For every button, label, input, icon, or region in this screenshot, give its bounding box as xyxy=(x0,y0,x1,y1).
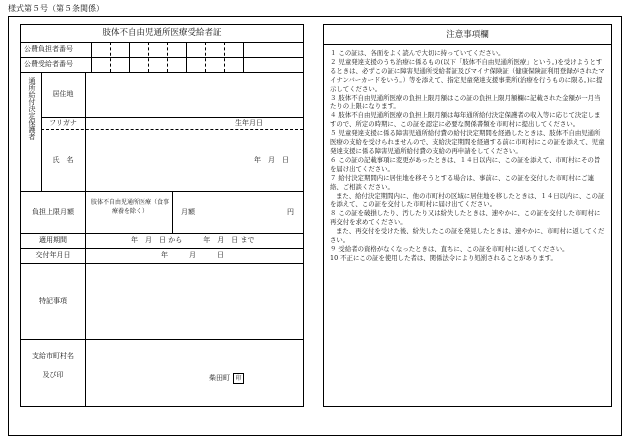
note-item: ２ 児童発達支援のうち治療に係るもの(以下「肢体不自由児通所医療」という。)を受けようとするときは、必ずこの証に障害児通所受給者証及びマイナ保険証（健康保険証利用登録がされたマイナンバーカードをいう。）等を添えて、指定児童発達支援事業所(治療を行うものに限る。)に提示してください。 xyxy=(330,57,605,93)
name-label: 氏 名 xyxy=(52,156,74,164)
guardian-section-label: 通所給付決定保護者 xyxy=(28,77,36,140)
issue-value: 年 月 日 xyxy=(161,251,224,259)
note-item: また、給付決定期間内に、他の市町村の区域に居住地を移したときは、１４日以内に、この証を添えて、この証を交付した市町村に届け出てください。 xyxy=(330,191,605,209)
form-number: 様式第５号（第５条関係） xyxy=(8,4,104,13)
note-item: ８ この証を破損したり、汚したり又は紛失したときは、速やかに、この証を交付した市町村に再交付を求めてください。 xyxy=(330,209,601,227)
certificate-panel xyxy=(20,24,304,407)
municipality-name xyxy=(209,373,244,384)
recipient-number-field[interactable] xyxy=(92,58,242,71)
note-item: ７ 給付決定期間内に居住地を移そうとする場合は、事前に、この証を交付した市町村にご連絡、ご相談ください。 xyxy=(330,173,595,191)
yen-unit: 円 xyxy=(287,208,294,216)
note-item: ９ 受給者の資格がなくなったときは、直ちに、この証を市町村に返してください。 xyxy=(330,244,569,253)
monthly-amount-field[interactable] xyxy=(206,197,286,227)
note-item: ５ 児童発達支援に係る障害児通所給付費の給付決定期間を経過したときは、肢体不自由児通所医療の支給を受けられませんので、支給決定期間を経過する前に市町村にこの証を添えて、児童発達支援に係る障害児通所給付費の支給の再申請をしてください。 xyxy=(330,129,605,155)
period-value: 年 月 日 から 年 月 日 まで xyxy=(131,236,255,244)
name-field[interactable] xyxy=(86,130,236,190)
note-item: ３ 肢体不自由児通所医療の負担上限月額はこの証の負担上限月額欄に記載された金額が一月当たりの上限になります。 xyxy=(330,93,601,111)
recipient-number-label: 公費受給者番号 xyxy=(24,60,73,68)
payer-number-field[interactable] xyxy=(92,43,242,56)
period-label: 適用期間 xyxy=(39,236,67,244)
note-item: １ この証は、各面をよく読んで大切に持っていてください。 xyxy=(330,49,505,57)
limit-label: 負担上限月額 xyxy=(32,208,74,216)
form-sheet xyxy=(8,16,622,436)
note-item: ６ この証の記載事項に変更があったときは、１４日以内に、この証を添えて、市町村にその旨を届け出てください。 xyxy=(330,155,601,173)
payer-number-label: 公費負担者番号 xyxy=(24,45,73,53)
issue-label: 交付年月日 xyxy=(35,251,71,259)
notes-list xyxy=(330,49,606,263)
seal-label: 及び印 xyxy=(42,371,64,379)
address-field[interactable] xyxy=(86,73,302,116)
furigana-label: フリガナ xyxy=(49,119,77,127)
note-item: また、再交付を受けた後、紛失したこの証を発見したときは、速やかに、市町村に返してください。 xyxy=(330,227,605,245)
municipality-name-text: 柴田町 xyxy=(209,374,230,382)
note-item: ４ 肢体不自由児通所医療の負担上限月額は毎年通所給付決定保護者の収入等に応じて決定しますので、所定の時期に、この証を認定に必要な関係書類を市町村に提出してください。 xyxy=(330,111,601,129)
notes-title: 注意事項欄 xyxy=(324,25,611,45)
limit-description: 肢体不自由児通所医療（食事療養を除く） xyxy=(91,199,170,215)
special-notes-field[interactable] xyxy=(86,264,302,338)
dob-label: 生年月日 xyxy=(235,119,263,127)
dob-value: 年 月 日 xyxy=(254,156,289,164)
address-label: 居住地 xyxy=(52,90,74,98)
municipality-label: 支給市町村名 xyxy=(32,352,74,360)
notes-panel xyxy=(323,24,612,407)
seal-mark: 印 xyxy=(233,373,244,384)
special-notes-label: 特記事項 xyxy=(39,297,67,305)
note-item: 10 不正にこの証を使用した者は、関係法令により処罰されることがあります。 xyxy=(330,253,557,262)
certificate-title: 肢体不自由児通所医療受給者証 xyxy=(102,28,222,38)
monthly-label: 月額 xyxy=(181,208,195,216)
